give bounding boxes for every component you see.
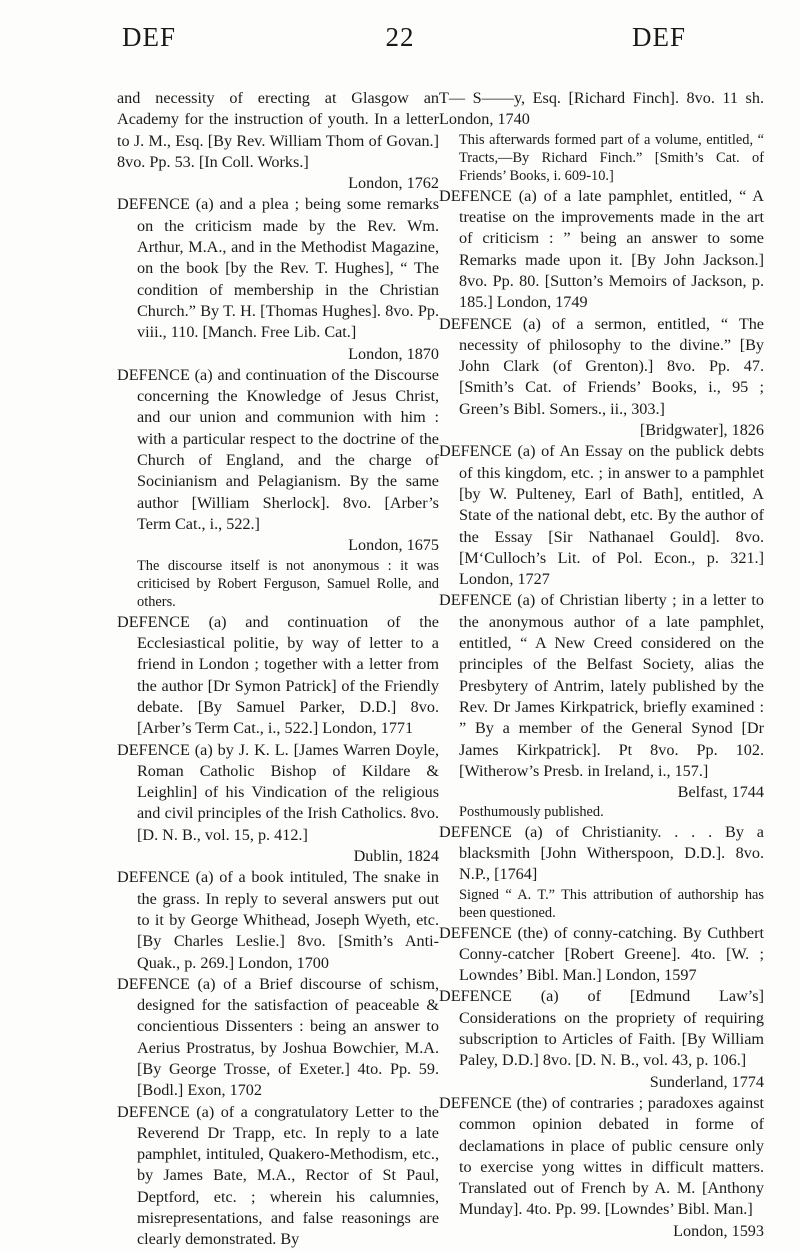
entry-text: DEFENCE (a) of a congratulatory Letter to the Reverend Dr Trapp, etc. In reply to a late pamphlet, intituled, Quakero-Methodism, etc., by James Bate, M.A., Rector of St Paul, Deptford, etc. ; wherein his calumnies, misrepresentations, and false reasonings are clearly demonstrated. By bbox=[117, 1102, 439, 1249]
entry-text: DEFENCE (a) of Christianity. . . . By a blacksmith [John Witherspoon, D.D.]. 8vo. N.P., [1764] bbox=[439, 822, 764, 884]
bibliography-entry bbox=[439, 441, 764, 590]
entry-text: DEFENCE (a) of a late pamphlet, entitled, “ A treatise on the improvements made in the art of criticism : ” being an answer to some Remarks made upon it. [By John Jackson.] 8vo. Pp. 80. [Sutton’s Memoirs of Jackson, p. 185.] London, 1749 bbox=[439, 186, 764, 312]
running-header bbox=[0, 22, 800, 62]
bibliography-note bbox=[117, 557, 439, 612]
entry-text: Posthumously published. bbox=[459, 804, 604, 821]
imprint: London, 1675 bbox=[348, 536, 439, 555]
bibliography-entry bbox=[439, 1093, 764, 1242]
bibliography-entry bbox=[117, 867, 439, 973]
entry-text: DEFENCE (a) of [Edmund Law’s] Considerations on the propriety of requiring subscription to Articles of Faith. [By William Paley, D.D.] 8vo. [D. N. B., vol. 43, p. 106.] bbox=[439, 987, 764, 1070]
entry-text: DEFENCE (a) of Christian liberty ; in a letter to the anonymous author of a late pamphlet, entitled, “ A New Creed considered on the principles of the Belfast Society, alias the Presbytery of Antrim, lately published by the Rev. Dr James Kirkpatrick, briefly examined : ” By a member of the General Synod [Dr James Kirkpatrick]. Pt 8vo. Pp. 102. [Witherow’s Presb. in Ireland, i., 157.] bbox=[439, 591, 764, 780]
entry-text: and necessity of erecting at Glasgow an Academy for the instruction of youth. In a letter to J. M., Esq. [By Rev. William Thom of Govan.] 8vo. Pp. 53. [In Coll. Works.] bbox=[117, 89, 439, 171]
entry-text: DEFENCE (a) and continuation of the Ecclesiastical politie, by way of letter to a friend in London ; together with a letter from the author [Dr Symon Patrick] of the Friendly debate. [By Samuel Parker, D.D.] 8vo. [Arber’s Term Cat., i., 522.] London, 1771 bbox=[117, 612, 439, 738]
bibliography-entry bbox=[439, 986, 764, 1092]
imprint: Sunderland, 1774 bbox=[649, 1072, 764, 1091]
entry-text: Signed “ A. T.” This attribution of authorship has been questioned. bbox=[459, 886, 764, 922]
header-left: DEF bbox=[122, 22, 177, 52]
entry-text: DEFENCE (a) by J. K. L. [James Warren Doyle, Roman Catholic Bishop of Kildare & Leighlin] of his Vindication of the religious and civil principles of the Irish Catholics. 8vo. [D. N. B., vol. 15, p. 412.] bbox=[117, 740, 439, 844]
imprint: London, 1870 bbox=[348, 344, 439, 363]
left-column bbox=[117, 88, 439, 1251]
entry-text: DEFENCE (a) and a plea ; being some remarks on the criticism made by the Rev. Wm. Arthur, M.A., and in the Methodist Magazine, on the book [by the Rev. T. Hughes], “ The condition of membership in the Christian Church.” By T. H. [Thomas Hughes]. 8vo. Pp. viii., 110. [Manch. Free Lib. Cat.] bbox=[117, 195, 439, 342]
bibliography-entry bbox=[117, 974, 439, 1102]
entry-text: DEFENCE (a) and continuation of the Discourse concerning the Knowledge of Jesus Christ, and our union and communion with him : with a particular respect to the doctrine of the Church of England, and the charge of Socinianism and Pelagianism. By the same author [William Sherlock]. 8vo. [Arber’s Term Cat., i., 522.] bbox=[117, 365, 439, 533]
entry-text: This afterwards formed part of a volume, entitled, “ Tracts,—By Richard Finch.” [Smith’s Cat. of Friends’ Books, i. 609-10.] bbox=[459, 131, 764, 185]
bibliography-entry bbox=[439, 590, 764, 803]
entry-text: DEFENCE (a) of a sermon, entitled, “ The necessity of philosophy to the divine.” [By John Clark (of Grenton).] 8vo. Pp. 47. [Smith’s Cat. of Friends’ Books, i., 95 ; Green’s Bibl. Somers., ii., 303.] bbox=[439, 314, 764, 418]
imprint: London, 1762 bbox=[348, 174, 439, 193]
entry-text: DEFENCE (the) of conny-catching. By Cuthbert Conny-catcher [Robert Greene]. 4to. [W. ; Lowndes’ Bibl. Man.] London, 1597 bbox=[439, 923, 764, 985]
imprint: [Bridgwater], 1826 bbox=[639, 421, 764, 440]
bibliography-entry bbox=[439, 923, 764, 987]
bibliography-entry bbox=[439, 822, 764, 886]
bibliography-note bbox=[439, 803, 764, 821]
bibliography-entry bbox=[117, 365, 439, 557]
bibliography-note bbox=[439, 886, 764, 923]
imprint: London, 1593 bbox=[673, 1221, 764, 1240]
bibliography-entry bbox=[439, 88, 764, 131]
imprint: Dublin, 1824 bbox=[353, 847, 439, 866]
right-column bbox=[439, 88, 764, 1242]
bibliography-entry bbox=[117, 1102, 439, 1251]
header-right: DEF bbox=[631, 22, 686, 52]
bibliography-entry bbox=[117, 194, 439, 364]
page-number: 22 bbox=[385, 22, 415, 52]
bibliography-entry bbox=[117, 612, 439, 740]
entry-text: DEFENCE (a) of a Brief discourse of schism, designed for the satisfaction of peaceable & concientious Dissenters : being an answer to Aerius Prostratus, by Joshua Bowchier, M.A. [By George Trosse, of Exeter.] 4to. Pp. 59. [Bodl.] Exon, 1702 bbox=[117, 974, 439, 1100]
entry-text: DEFENCE (a) of a book intituled, The snake in the grass. In reply to several answers put out to it by George Whithead, Joseph Wyeth, etc. [By Charles Leslie.] 8vo. [Smith’s Anti-Quak., p. 269.] London, 1700 bbox=[117, 868, 439, 972]
bibliography-note bbox=[439, 131, 764, 186]
bibliography-entry bbox=[117, 740, 439, 868]
bibliography-entry bbox=[439, 314, 764, 442]
entry-text: DEFENCE (a) of An Essay on the publick debts of this kingdom, etc. ; in answer to a pamphlet [by W. Pulteney, Earl of Bath], entitled, A State of the national debt, etc. By the author of the Essay [Sir Nathanael Gould]. 8vo. [M‘Culloch’s Lit. of Pol. Econ., p. 321.] London, 1727 bbox=[439, 442, 764, 589]
bibliography-entry bbox=[117, 88, 439, 194]
bibliography-entry bbox=[439, 186, 764, 314]
entry-text: The discourse itself is not anonymous : it was criticised by Robert Ferguson, Samuel Rolle, and others. bbox=[137, 557, 439, 611]
entry-text: T— S——y, Esq. [Richard Finch]. 8vo. 11 sh. London, 1740 bbox=[439, 89, 764, 129]
imprint: Belfast, 1744 bbox=[677, 783, 764, 802]
entry-text: DEFENCE (the) of contraries ; paradoxes against common opinion debated in forme of declamations in place of public censure only to exercise yong wittes in difficult matters. Translated out of French by A. M. [Anthony Munday]. 4to. Pp. 99. [Lowndes’ Bibl. Man.] bbox=[439, 1093, 764, 1219]
